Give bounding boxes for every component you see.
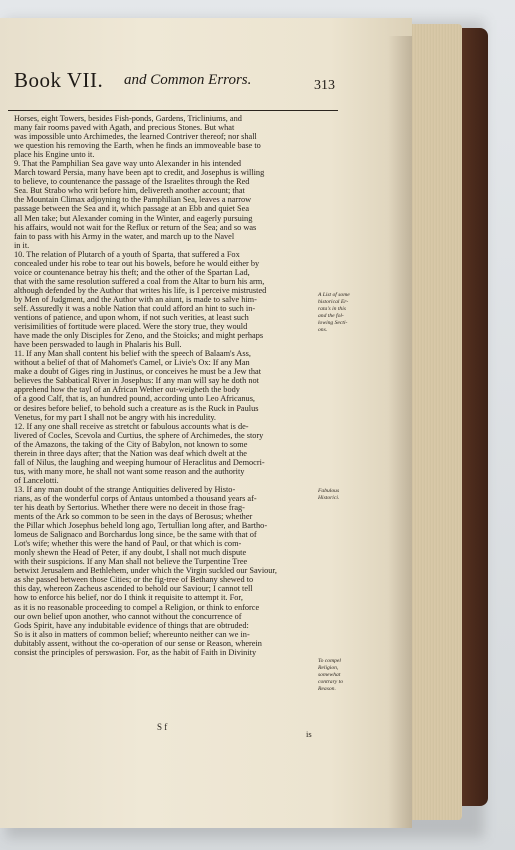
margin-note-line: A List of some (318, 292, 350, 298)
text-line: fall of Nilus, the laughing and weeping humour of Heraclitus and Democri- (14, 457, 265, 467)
text-line: was impossible unto Archimedes, the learned Contriver thereof; nor shall (14, 132, 257, 142)
text-line: 10. The relation of Plutarch of a youth of Sparta, that suffered a Fox (14, 249, 240, 259)
text-line: place his Engine unto it. (14, 150, 95, 160)
text-line: therein in three days after; that the Nation was deaf which dwelt at the (14, 448, 247, 458)
margin-note-line: To compel (318, 658, 341, 664)
margin-note-religion (318, 658, 374, 693)
text-line: passage between the Sea and it, which passage at an Ebb and quiet Sea (14, 204, 249, 214)
text-line: monly shewn the Head of Peter, if any doubt, I shall not much dispute (14, 548, 247, 558)
book-number: Book VII. (14, 68, 104, 92)
margin-note-line: lowing Secti- (318, 320, 348, 326)
page-gutter-shade (388, 36, 412, 828)
text-line: of the Amazons, the taking of the City of Babylon, not known to some (14, 439, 248, 449)
text-line: 9. That the Pamphilian Sea gave way unto Alexander in his intended (14, 159, 242, 169)
header-rule (8, 110, 338, 111)
text-line: ter his death by Sertorius. Whether there were no deceit in those frag- (14, 503, 245, 513)
text-line: tus, with many more, he shall not want some reason and the authority (14, 466, 245, 476)
text-line: we question his removing the Earth, when he finds an immoveable base to (14, 141, 261, 151)
text-line: 13. If any man doubt of the strange Antiquities delivered by Histo- (14, 484, 236, 494)
text-line: March toward Persia, many have been apt to credit, and Josephus is willing (14, 168, 265, 178)
text-line: by Men of Judgment, and the Author with an aiunt, is made to salve him- (14, 294, 257, 304)
text-line: Gods Spirit, have any indubitable evidence of things that are obtruded: (14, 620, 249, 630)
text-line: livered of Cocles, Scevola and Curtius, the sphere of Archimedes, the story (14, 430, 264, 440)
text-line: the Mountain Climax adjoyning to the Pamphilian Sea, leaves a narrow (14, 195, 252, 205)
text-line: concealed under his robe to tear out his bowels, before he would either by (14, 258, 260, 268)
text-line: how to enforce his belief, nor do I think it requisite to attempt it. For, (14, 593, 243, 603)
text-line: lomeus de Salignaco and Borchardus long since, be the same with that of (14, 530, 257, 540)
text-line: without a belief of that of Mahomet's Camel, or Livie's Ox: If any Man (14, 358, 250, 368)
text-line: as she passed between those Cities; or the fig-tree of Bethany shewed to (14, 575, 254, 585)
text-line: that with the same resolution suffered a coal from the Altar to burn his arm, (14, 276, 265, 286)
signature-mark: S f (157, 722, 168, 732)
text-line: with their suspicions. If any Man shall not believe the Turpentine Tree (14, 557, 248, 567)
text-line: of Lancelotti. (14, 475, 59, 485)
margin-note-errata (318, 292, 374, 334)
text-line: this day, whereon Zacheus ascended to behold our Saviour; I cannot tell (14, 584, 253, 594)
text-line: rians, as of the wonderful corps of Antaus untombed a thousand years af- (14, 493, 257, 503)
margin-note-line: historical Er- (318, 299, 349, 305)
margin-note-line: rata's in this (318, 306, 346, 312)
text-line: ventions of patience, and upon whom, if not such verities, at least such (14, 313, 249, 323)
text-line: the Pillar which Josephus beheld long ago, Tertullian long after, and Bartho- (14, 521, 268, 531)
running-title: and Common Errors. (124, 72, 252, 88)
margin-note-line: ons. (318, 327, 328, 333)
margin-note-line: somewhat (318, 672, 341, 678)
text-line: fain to pass with his Army in the water, and march up to the Navel (14, 231, 235, 241)
text-line: Horses, eight Towers, besides Fish-ponds, Gardens, Tricliniums, and (14, 114, 242, 123)
text-line: of a good Calf, that is, an hundred pound, according unto Leo Africanus, (14, 394, 256, 404)
page-number: 313 (314, 78, 335, 93)
text-line: consist the principles of perswasion. For, as the habit of Faith in Divinity (14, 647, 257, 657)
text-line: self. Assuredly it was a noble Nation that could afford an hint to such in- (14, 303, 256, 313)
text-line: his affairs, would not wait for the Reflux or return of the Sea; and so was (14, 222, 257, 232)
margin-note-line: and the fol- (318, 313, 344, 319)
page-header (6, 68, 366, 94)
text-line: apprehend how the tayl of an African Wether out-weigheth the body (14, 385, 240, 395)
text-line: verisimilities of fortitude were placed. Were the story true, they would (14, 322, 248, 332)
text-line: 12. If any one shall receive as stretcht or fabulous accounts what is de- (14, 421, 249, 431)
text-line: have made the only Disciples for Zeno, and the Stoicks; and might perhaps (14, 331, 264, 341)
text-line: all Men take; but Alexander coming in the Winter, and eagerly pursuing (14, 213, 253, 223)
margin-note-line: Reason. (318, 686, 336, 692)
text-line: many fair rooms paved with Agath, and precious Stones. But what (14, 123, 235, 133)
text-line: voice or countenance betray his theft; and the other of the Spartan Lad, (14, 267, 250, 277)
text-line: although defended by the Author that writes his life, is I perceive mistrusted (14, 285, 267, 295)
text-line: as it is no reasonable proceeding to compel a Religion, or think to enforce (14, 602, 260, 612)
margin-note-line: Fabulous (318, 488, 340, 494)
body-text (14, 114, 316, 657)
margin-note-fabulous (318, 488, 374, 502)
text-line: 11. If any Man shall content his belief with the speech of Balaam's Ass, (14, 349, 251, 359)
text-line: So is it also in matters of common belief; whereunto neither can we in- (14, 629, 250, 639)
catchword: is (306, 729, 312, 739)
text-line: Lot's wife; whether this were the hand of Paul, or that which is com- (14, 539, 242, 549)
margin-note-line: Historici. (318, 495, 340, 501)
text-line: Venetus, for my part I shall not be angry with his incredulity. (14, 412, 217, 422)
text-line: dubitably assent, without the co-operation of our sense or Reason, wherein (14, 638, 262, 648)
text-line: or desires before belief, to behold such a creature as is the Ruck in Paulus (14, 403, 259, 413)
margin-note-line: contrary to (318, 679, 344, 685)
text-line: believes the Sabbatical River in Josephus: If any man will say he doth not (14, 376, 259, 386)
text-line: our own belief upon another, who cannot without the concurrence of (14, 611, 242, 621)
text-line: betwixt Jerusalem and Bethlehem, under which the Virgin suckled our Saviour, (14, 566, 277, 576)
text-line: make a doubt of Giges ring in Justinus, or conceives he must be a Jew that (14, 367, 262, 377)
text-line: in it. (14, 240, 30, 250)
text-line: Sea. But Strabo who writ before him, delivereth another account; that (14, 186, 245, 196)
text-line: have been perswaded to laugh in Phalaris his Bull. (14, 340, 182, 350)
text-line: ments of the Ark so common to be seen in the days of Berosus; whether (14, 512, 253, 522)
book-page (0, 18, 412, 828)
margin-note-line: Religion, (318, 665, 339, 671)
text-line: to believe, to countenance the passage of the Israelites through the Red (14, 177, 250, 187)
